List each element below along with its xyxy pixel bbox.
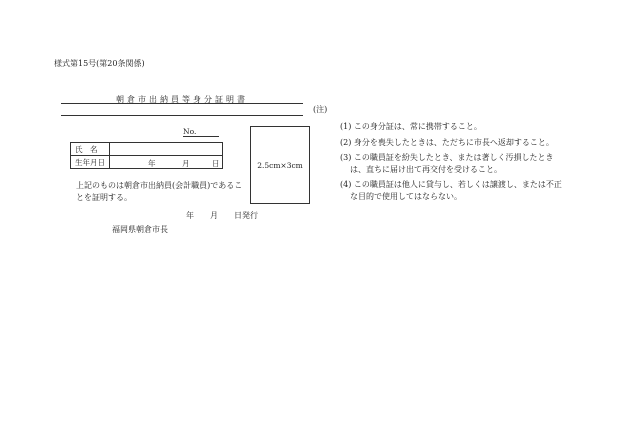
- document-title: 朝倉市出納員等身分証明書: [116, 95, 248, 104]
- note-item: (2) 身分を喪失したときは、ただちに市長へ返却すること。: [340, 137, 554, 147]
- name-value: [110, 143, 223, 156]
- info-table: [70, 142, 223, 169]
- certification-text: 上記のものは朝倉市出納員(会計職員)であることを証明する。: [76, 181, 243, 202]
- notes-heading: (注): [313, 105, 328, 114]
- issuer-name: 福岡県朝倉市長: [112, 225, 168, 234]
- name-label: 氏 名: [71, 143, 110, 156]
- note-item: (4) この職員証は他人に貸与し、若しくは譲渡し、または不正な目的で使用してはならない。: [340, 180, 562, 201]
- certificate-number-label: No.: [183, 127, 219, 137]
- year-label: 年: [148, 159, 156, 168]
- issue-date: 年 月 日発行: [186, 211, 258, 220]
- month-label: 月: [182, 159, 190, 168]
- day-label: 日: [212, 159, 220, 168]
- photo-box: [250, 126, 310, 204]
- note-item: (3) この職員証を紛失したとき、または著しく汚損したときは、直ちに届け出て再交付を受けること。: [340, 153, 554, 174]
- photo-size-label: 2.5cm×3cm: [257, 160, 303, 170]
- birth-date-label: 生年月日: [71, 156, 110, 169]
- note-item: (1) この身分証は、常に携帯すること。: [340, 122, 482, 131]
- table-row: [71, 143, 223, 156]
- divider-line: [61, 115, 303, 116]
- table-row: [71, 156, 223, 169]
- form-number-label: 様式第15号(第20条関係): [54, 59, 145, 68]
- birth-date-value: [110, 156, 223, 169]
- notes-list: [340, 121, 565, 206]
